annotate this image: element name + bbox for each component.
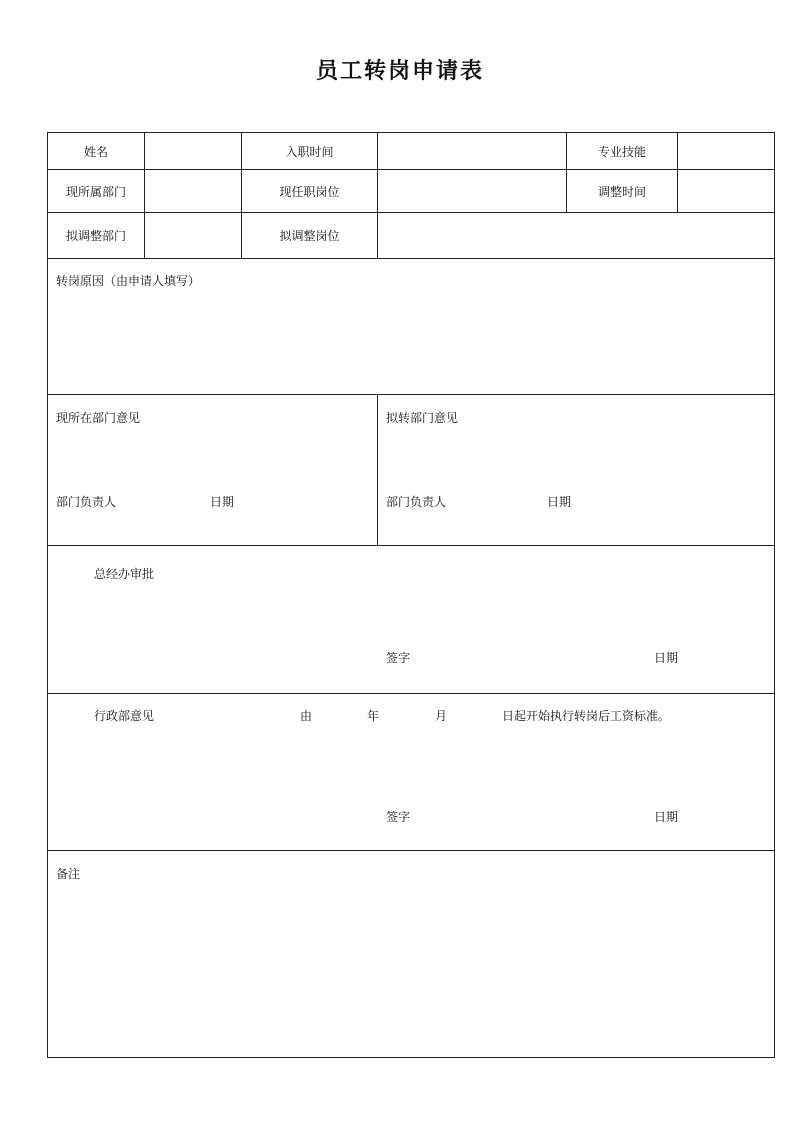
- target-dept-manager-label: 部门负责人: [386, 495, 447, 509]
- current-dept-label: 现所属部门: [48, 170, 145, 213]
- current-position-field[interactable]: [378, 170, 567, 213]
- admin-clause: 日起开始执行转岗后工资标准。: [502, 709, 671, 723]
- remarks-row: [48, 851, 775, 1058]
- current-dept-opinion-label: 现所在部门意见: [56, 411, 141, 425]
- hire-date-field[interactable]: [378, 133, 567, 170]
- target-dept-opinion-cell[interactable]: [378, 395, 775, 546]
- gm-approval-label: 总经办审批: [94, 567, 155, 581]
- admin-year-label: 年: [367, 709, 380, 723]
- name-label: 姓名: [48, 133, 145, 170]
- gm-sign-label: 签字: [386, 651, 411, 665]
- info-row-3: [48, 213, 775, 259]
- proposed-position-field[interactable]: [378, 213, 775, 259]
- adjust-date-label: 调整时间: [567, 170, 678, 213]
- gm-approval-cell[interactable]: [48, 546, 775, 694]
- admin-date-label: 日期: [654, 810, 679, 824]
- admin-opinion-cell[interactable]: [48, 694, 775, 851]
- hire-date-label: 入职时间: [242, 133, 378, 170]
- skill-field[interactable]: [678, 133, 775, 170]
- info-row-2: [48, 170, 775, 213]
- reason-label: 转岗原因（由申请人填写）: [56, 274, 201, 288]
- form-title: 员工转岗申请表: [315, 58, 484, 84]
- info-row-1: [48, 133, 775, 170]
- reason-row: [48, 259, 775, 395]
- current-position-label: 现任职岗位: [242, 170, 378, 213]
- current-dept-field[interactable]: [145, 170, 242, 213]
- current-dept-manager-label: 部门负责人: [56, 495, 117, 509]
- current-dept-date-label: 日期: [210, 495, 235, 509]
- target-dept-date-label: 日期: [547, 495, 572, 509]
- gm-date-label: 日期: [654, 651, 679, 665]
- dept-opinion-row: [48, 395, 775, 546]
- admin-sign-label: 签字: [386, 810, 411, 824]
- admin-opinion-row: [48, 694, 775, 851]
- target-dept-opinion-label: 拟转部门意见: [386, 411, 459, 425]
- remarks-cell[interactable]: [48, 851, 775, 1058]
- current-dept-opinion-cell[interactable]: [48, 395, 378, 546]
- skill-label: 专业技能: [567, 133, 678, 170]
- admin-month-label: 月: [435, 709, 448, 723]
- gm-approval-row: [48, 546, 775, 694]
- transfer-form-table: [47, 132, 775, 1058]
- name-field[interactable]: [145, 133, 242, 170]
- remarks-label: 备注: [56, 867, 81, 881]
- proposed-dept-label: 拟调整部门: [48, 213, 145, 259]
- admin-opinion-label: 行政部意见: [94, 709, 155, 723]
- admin-from-label: 由: [300, 709, 313, 723]
- reason-field[interactable]: [48, 259, 775, 395]
- adjust-date-field[interactable]: [678, 170, 775, 213]
- proposed-dept-field[interactable]: [145, 213, 242, 259]
- proposed-position-label: 拟调整岗位: [242, 213, 378, 259]
